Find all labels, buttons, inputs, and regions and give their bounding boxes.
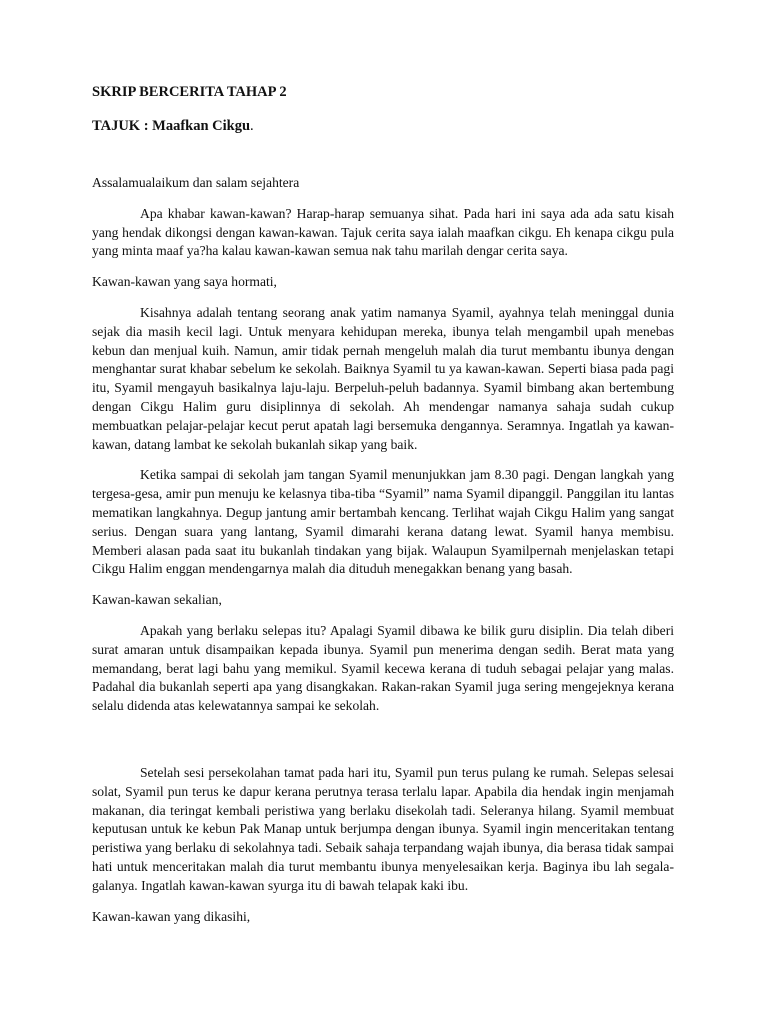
paragraph-story-start: Kisahnya adalah tentang seorang anak yatim namanya Syamil, ayahnya telah meninggal dunia sejak dia masih kecil lagi. Untuk menyara kehidupan mereka, ibunya telah mengambil upah menebas kebun dan menjual kuih. Namun, amir tidak pernah mengeluh malah dia turut membantu ibunya dengan menghantar surat khabar sebelum ke sekolah. Baiknya Syamil tu ya kawan-kawan. Seperti biasa pada pagi itu, Syamil mengayuh basikalnya laju-laju. Berpeluh-peluh badannya. Syamil bimbang akan bertembung dengan Cikgu Halim guru disiplinnya di sekolah. Ah mendengar namanya sahaja sudah cukup membuatkan pelajar-pelajar kecut perut apatah lagi bersemuka dengannya. Seramnya. Ingatlah ya kawan-kawan, datang lambat ke sekolah bukanlah sikap yang baik. (92, 304, 674, 452)
paragraph-intro: Apa khabar kawan-kawan? Harap-harap semuanya sihat. Pada hari ini saya ada ada satu kisah yang hendak dikongsi dengan kawan-kawan. Tajuk cerita saya ialah maafkan cikgu. Eh kenapa cikgu pula yang minta maaf ya?ha kalau kawan-kawan semua nak tahu marilah dengar cerita saya. (92, 205, 674, 259)
address-everyone: Kawan-kawan sekalian, (92, 592, 222, 608)
paragraph-arrival: Ketika sampai di sekolah jam tangan Syamil menunjukkan jam 8.30 pagi. Dengan langkah yang tergesa-gesa, amir pun menuju ke kelasnya tiba-tiba “Syamil” nama Syamil dipanggil. Panggilan itu lantas mematikan langkahnya. Degup jantung amir bertambah kencang. Terlihat wajah Cikgu Halim yang sangat serius. Dengan suara yang lantang, Syamil dimarahi kerana datang lewat. Syamil hanya membisu. Memberi alasan pada saat itu bukanlah tindakan yang bijak. Walaupun Syamilpernah menjelaskan tetapi Cikgu Halim enggan mendengarnya malah dia dituduh menegakkan benang yang basah. (92, 467, 674, 577)
paragraph-home: Setelah sesi persekolahan tamat pada hari itu, Syamil pun terus pulang ke rumah. Selepas selesai solat, Syamil pun terus ke dapur kerana perutnya terasa terlalu lapar. Apabila dia hendak ingin menjamah makanan, dia teringat kembali peristiwa yang berlaku disekolah tadi. Seleranya hilang. Syamil membuat keputusan untuk ke kebun Pak Manap untuk berjumpa dengan ibunya. Syamil ingin menceritakan tentang peristiwa yang berlaku di sekolahnya tadi. Sebaik sahaja terpandang wajah ibunya, dia berasa tidak sampai hati untuk menceritakan malah dia turut membantu ibunya menyelesaikan kerja. Baginya ibu lah segala-galanya. Ingatlah kawan-kawan syurga itu di bawah telapak kaki ibu. (92, 764, 674, 893)
address-beloved: Kawan-kawan yang dikasihi, (92, 908, 251, 924)
story-title (92, 116, 674, 136)
document-title: SKRIP BERCERITA TAHAP 2 (92, 84, 287, 100)
document-page (92, 82, 674, 926)
story-title-period: . (250, 118, 254, 134)
paragraph-discipline: Apakah yang berlaku selepas itu? Apalagi Syamil dibawa ke bilik guru disiplin. Dia telah diberi surat amaran untuk disampaikan kepada ibunya. Syamil pun menerima dengan sedih. Berat mata yang memandang, berat lagi bahu yang memikul. Syamil kecewa kerana di tuduh sebagai pelajar yang malas. Padahal dia bukanlah seperti apa yang disangkakan. Rakan-rakan Syamil juga sering mengejeknya kerana selalu didenda atas kelewatannya sampai ke sekolah. (92, 622, 674, 714)
address-respected: Kawan-kawan yang saya hormati, (92, 274, 277, 290)
greeting: Assalamualaikum dan salam sejahtera (92, 175, 300, 190)
story-title-text: TAJUK : Maafkan Cikgu (92, 118, 251, 134)
